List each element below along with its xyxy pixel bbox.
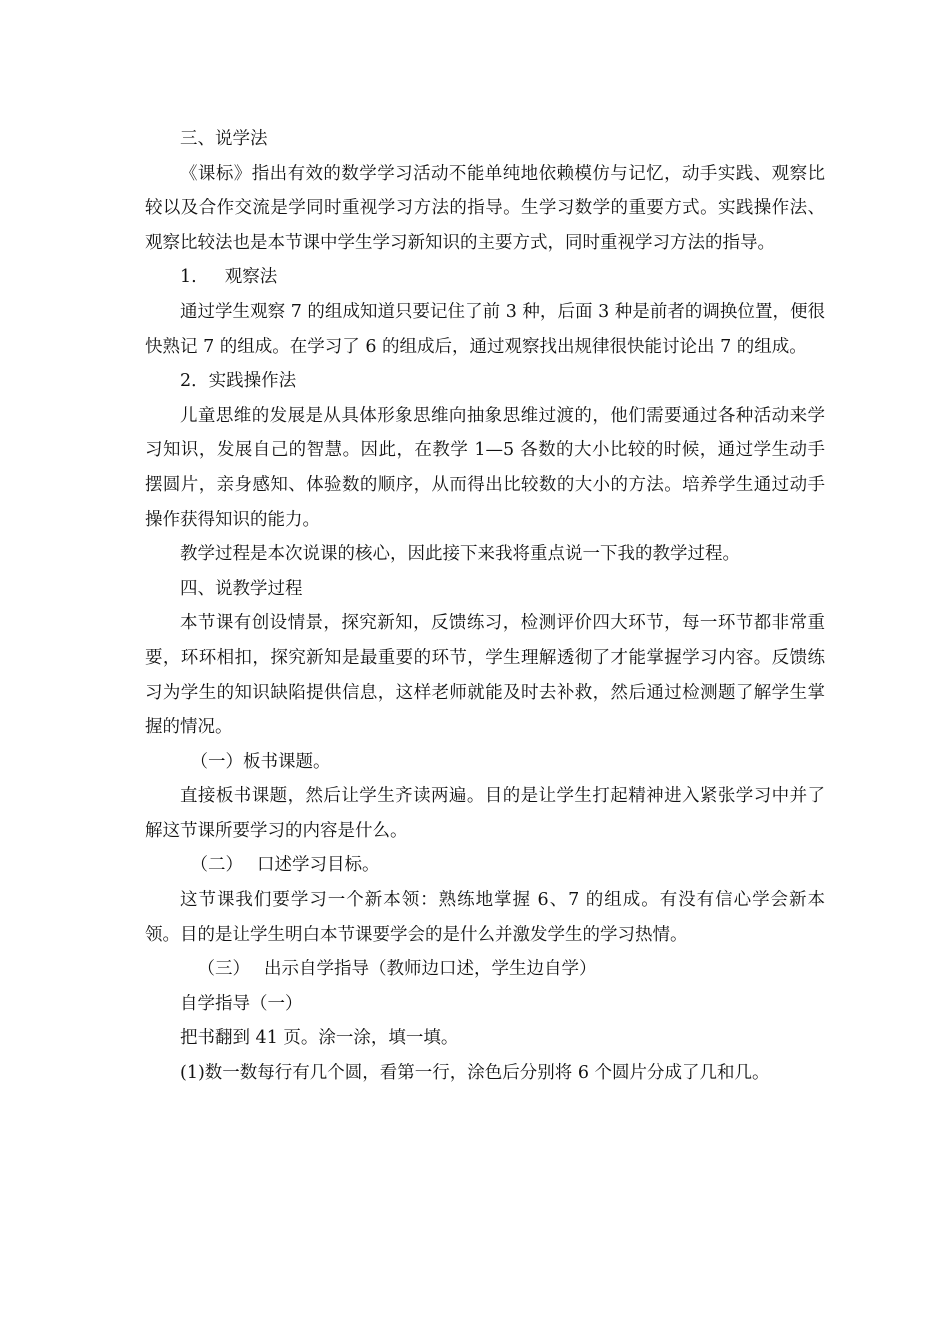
subheading-observation-method bbox=[145, 260, 825, 295]
subheading-number: 1. bbox=[180, 267, 197, 288]
paragraph-curriculum-standard: 《课标》指出有效的数学学习活动不能单纯地依赖模仿与记忆，动手实践、观察比较以及合作交流是学同时重视学习方法的指导。生学习数学的重要方式。实践操作法、观察比较法也是本节课中学生学习新知识的主要方式，同时重视学习方法的指导。 bbox=[145, 163, 825, 253]
paragraph-board-title: 直接板书课题，然后让学生齐读两遍。目的是让学生打起精神进入紧张学习中并了解这节课所要学习的内容是什么。 bbox=[145, 786, 825, 841]
subheading-label: 口述学习目标。 bbox=[257, 855, 380, 876]
paragraph-four-stages: 本节课有创设情景，探究新知，反馈练习，检测评价四大环节，每一环节都非常重要，环环相扣，探究新知是最重要的环节，学生理解透彻了才能掌握学习内容。反馈练习为学生的知识缺陷提供信息，这样老师就能及时去补救，然后通过检测题了解学生掌握的情况。 bbox=[145, 613, 825, 738]
subheading-number: （二） bbox=[190, 855, 243, 876]
paragraph-turn-to-page: 把书翻到 41 页。涂一涂，填一填。 bbox=[180, 1028, 459, 1049]
document-body bbox=[145, 122, 825, 1091]
subheading-number: （三） bbox=[197, 959, 250, 980]
subheading-board-title: （一）板书课题。 bbox=[190, 751, 331, 772]
paragraph-core-process: 教学过程是本次说课的核心，因此接下来我将重点说一下我的教学过程。 bbox=[180, 544, 740, 565]
paragraph-learning-goals: 这节课我们要学习一个新本领：熟练地掌握 6、7 的组成。有没有信心学会新本领。目的是让学生明白本节课要学会的是什么并激发学生的学习热情。 bbox=[145, 890, 825, 945]
subheading-label: 出示自学指导（教师边口述，学生边自学） bbox=[264, 959, 597, 980]
paragraph-practice: 儿童思维的发展是从具体形象思维向抽象思维过渡的，他们需要通过各种活动来学习知识，发展自己的智慧。因此，在教学 1—5 各数的大小比较的时候，通过学生动手摆圆片，亲身感知、体验数的顺序，从而得出比较数的大小的方法。培养学生通过动手操作获得知识的能力。 bbox=[145, 405, 825, 530]
subheading-practice-method: 2．实践操作法 bbox=[180, 371, 297, 392]
section-heading-study-method: 三、说学法 bbox=[180, 129, 268, 149]
section-heading-teaching-process: 四、说教学过程 bbox=[180, 578, 303, 599]
subheading-self-study-guide bbox=[145, 952, 825, 987]
subheading-learning-goals bbox=[145, 848, 825, 883]
paragraph-count-circles: (1)数一数每行有几个圆，看第一行，涂色后分别将 6 个圆片分成了几和几。 bbox=[180, 1063, 770, 1084]
subheading-label: 观察法 bbox=[224, 267, 278, 288]
paragraph-self-study-one: 自学指导（一） bbox=[180, 993, 303, 1014]
paragraph-observation: 通过学生观察 7 的组成知道只要记住了前 3 种，后面 3 种是前者的调换位置，便很快熟记 7 的组成。在学习了 6 的组成后，通过观察找出规律很快能讨论出 7 的组成。 bbox=[145, 301, 825, 357]
